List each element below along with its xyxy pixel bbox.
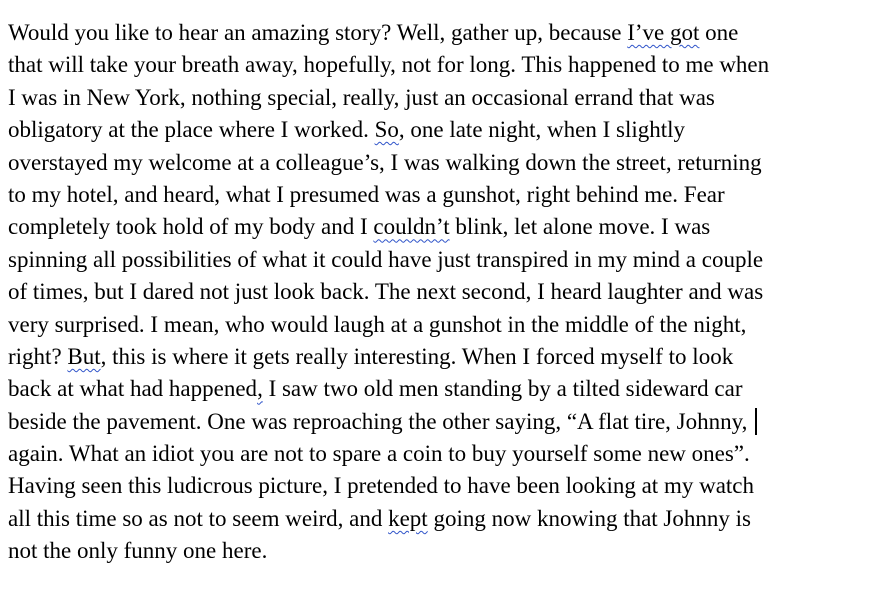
line-text: one: [699, 20, 739, 45]
text-line-1: [8, 17, 886, 49]
line-text: , this is where it gets really interesting. When I forced myself to look: [100, 343, 734, 369]
line-text: back at what had happened: [8, 376, 258, 402]
text-line-14: [8, 438, 886, 470]
line-text: beside the pavement. One was reproaching the other saying, “A flat tire, Johnny,: [8, 408, 754, 434]
text-line-17: [8, 535, 886, 567]
line-text: , one late night, when I slightly: [398, 117, 686, 143]
text-line-12: [8, 373, 886, 405]
line-text: to my hotel, and heard, what I presumed was a gunshot, right behind me. Fear: [8, 181, 725, 207]
line-text: I was in New York, nothing special, really, just an occasional errand that was: [8, 84, 715, 110]
line-text: I saw two old men standing by a tilted sideward car: [262, 376, 743, 402]
text-line-9: [8, 276, 886, 308]
line-text: going now knowing that Johnny is: [427, 505, 751, 531]
line-text: completely took hold of my body and I: [8, 214, 374, 240]
text-line-16: [8, 503, 886, 535]
grammar-flag[interactable]: So: [374, 117, 399, 143]
line-text: of times, but I dared not just look back. The next second, I heard laughter and was: [8, 279, 764, 305]
text-line-8: [8, 244, 886, 276]
grammar-flag[interactable]: kept: [388, 505, 428, 531]
line-text: obligatory at the place where I worked.: [8, 117, 375, 143]
text-line-7: [8, 211, 886, 243]
text-line-13: [8, 406, 886, 438]
grammar-flag[interactable]: But: [67, 343, 101, 369]
line-text: all this time so as not to seem weird, and: [8, 505, 389, 531]
text-line-5: [8, 147, 886, 179]
text-line-11: [8, 341, 886, 373]
line-text: Having seen this ludicrous picture, I pretended to have been looking at my watch: [8, 473, 755, 499]
line-text: overstayed my welcome at a colleague’s, I was walking down the street, returning: [8, 149, 762, 175]
line-text: again. What an idiot you are not to spare a coin to buy yourself some new ones”.: [8, 441, 750, 467]
grammar-flag[interactable]: I’ve got: [627, 20, 700, 45]
text-line-2: [8, 49, 886, 81]
document-body[interactable]: [8, 17, 886, 568]
line-text: that will take your breath away, hopefully, not for long. This happened to me when: [8, 52, 770, 78]
grammar-flag[interactable]: couldn’t: [373, 214, 450, 240]
line-text: Would you like to hear an amazing story? Well, gather up, because: [8, 20, 628, 45]
grammar-flag[interactable]: ,: [257, 376, 263, 402]
text-line-3: [8, 82, 886, 114]
line-text: spinning all possibilities of what it could have just transpired in my mind a couple: [8, 246, 764, 272]
text-cursor: [755, 408, 757, 435]
text-line-15: [8, 470, 886, 502]
line-text: blink, let alone move. I was: [449, 214, 711, 240]
line-text: very surprised. I mean, who would laugh at a gunshot in the middle of the night,: [8, 311, 747, 337]
text-line-10: [8, 309, 886, 341]
line-text: not the only funny one here.: [8, 538, 268, 564]
line-text: right?: [8, 343, 68, 369]
text-line-4: [8, 114, 886, 146]
text-line-6: [8, 179, 886, 211]
